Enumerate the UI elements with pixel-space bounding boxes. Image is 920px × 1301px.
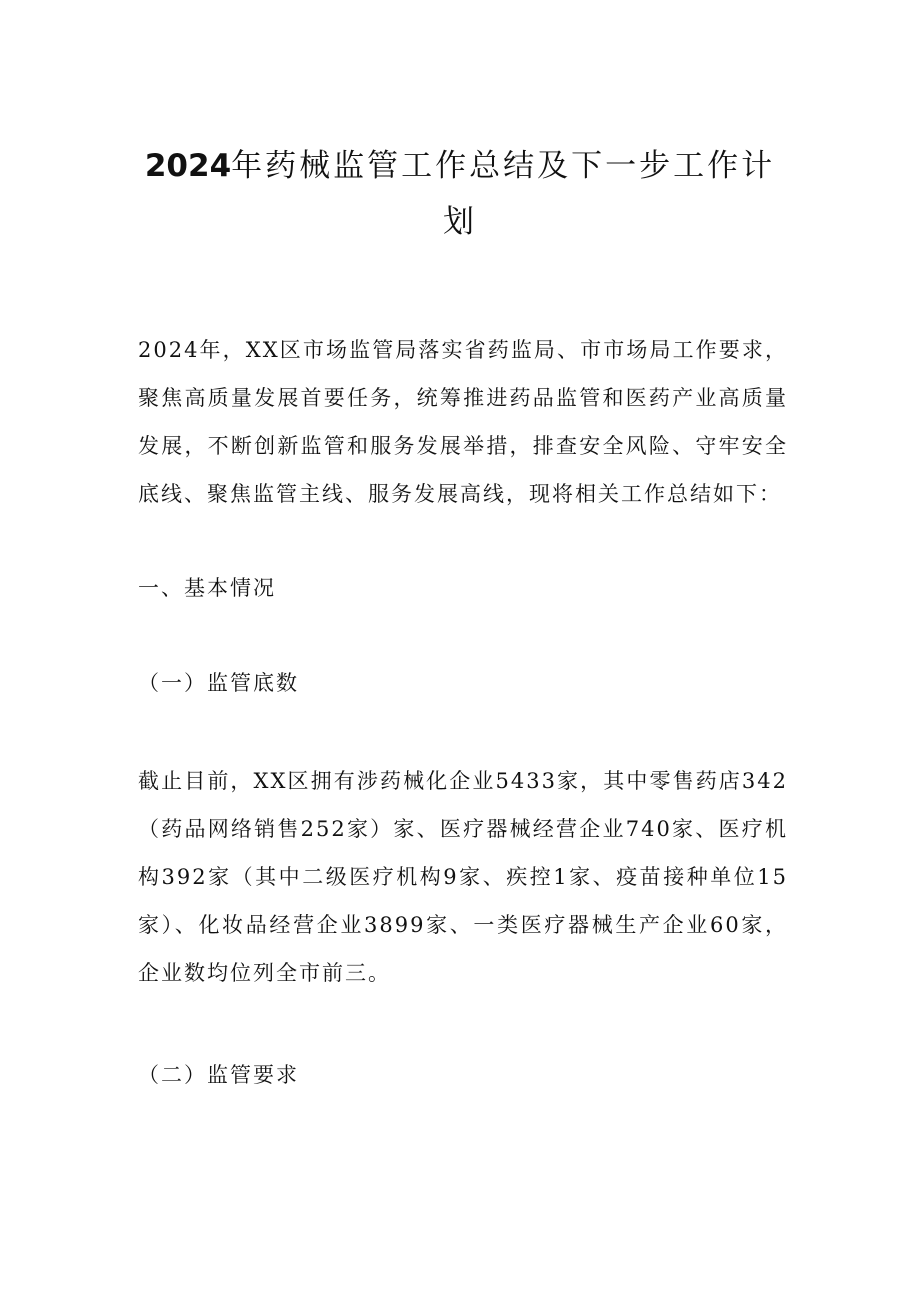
- page-title: 2024年药械监管工作总结及下一步工作计划: [144, 148, 776, 240]
- title-year: 2024: [144, 148, 232, 184]
- section-heading-basic-situation: 一、基本情况: [138, 576, 276, 600]
- supervision-base-paragraph: 截止目前，XX区拥有涉药械化企业5433家，其中零售药店342（药品网络销售252家）家、医疗器械经营企业740家、医疗机构392家（其中二级医疗机构9家、疾控1家、疫苗接种单位15家）、化妆品经营企业3899家、一类医疗器械生产企业60家，企业数均位列全市前三。: [138, 769, 788, 985]
- subsection-heading-supervision-requirements: （二）监管要求: [138, 1063, 299, 1087]
- intro-paragraph: 2024年，XX区市场监管局落实省药监局、市市场局工作要求，聚焦高质量发展首要任务，统筹推进药品监管和医药产业高质量发展，不断创新监管和服务发展举措，排查安全风险、守牢安全底线、聚焦监管主线、服务发展高线，现将相关工作总结如下：: [138, 338, 788, 506]
- subsection-heading-supervision-base: （一）监管底数: [138, 671, 299, 695]
